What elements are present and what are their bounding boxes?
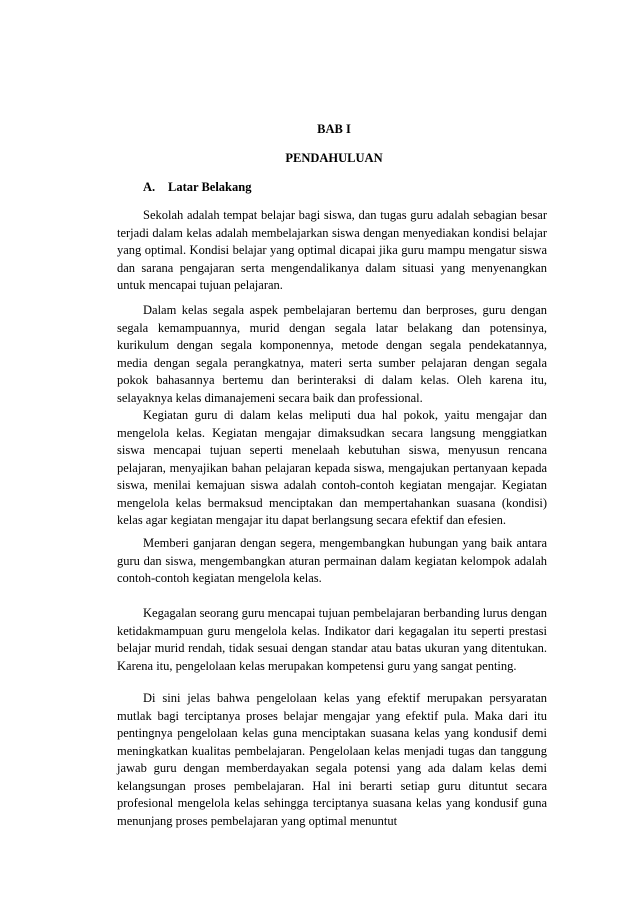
chapter-title: PENDAHULUAN (285, 151, 383, 165)
chapter-number: BAB I (317, 122, 351, 136)
paragraph-4: Memberi ganjaran dengan segera, mengembangkan hubungan yang baik antara guru dan siswa, mengembangkan aturan permainan dalam kegiatan kelompok adalah contoh-contoh kegiatan mengelola kelas. (117, 536, 547, 585)
paragraph-2: Dalam kelas segala aspek pembelajaran bertemu dan berproses, guru dengan segala kemampuannya, murid dengan segala latar belakang dan potensinya, kurikulum dengan segala komponennya, metode dengan segala pendekatannya, media dengan segala perangkatnya, materi serta sumber pelajaran dengan segala pokok bahasannya bertemu dan berinteraksi di dalam kelas. Oleh karena itu, selayaknya kelas dimanajemeni secara baik dan professional. (117, 303, 547, 405)
paragraph-1: Sekolah adalah tempat belajar bagi siswa, dan tugas guru adalah sebagian besar terjadi dalam kelas adalah membelajarkan siswa dengan menyediakan kondisi belajar yang optimal. Kondisi belajar yang optimal dicapai jika guru mampu mengatur siswa dan sarana pengajaran serta mengendalikanya dalam situasi yang menyenangkan untuk mencapai tujuan pelajaran. (117, 208, 547, 292)
paragraph-3: Kegiatan guru di dalam kelas meliputi dua hal pokok, yaitu mengajar dan mengelola kelas. Kegiatan mengajar dimaksudkan secara langsung menggiatkan siswa mencapai tujuan seperti menelaah kebutuhan siswa, menyusun rencana pelajaran, menyajikan bahan pelajaran kepada siswa, mengajukan pertanyaan kepada siswa, menilai kemajuan siswa adalah contoh-contoh kegiatan mengajar. Kegiatan mengelola kelas bermaksud menciptakan dan mempertahankan suasana (kondisi) kelas agar kegiatan mengajar itu dapat berlangsung secara efektif dan efesien. (117, 408, 547, 527)
section-number: A. (143, 180, 156, 194)
section-heading (143, 179, 251, 195)
paragraph-5: Kegagalan seorang guru mencapai tujuan pembelajaran berbanding lurus dengan ketidakmampuan guru mengelola kelas. Indikator dari kegagalan itu seperti prestasi belajar murid rendah, tidak sesuai dengan standar atau batas ukuran yang ditentukan. Karena itu, pengelolaan kelas merupakan kompetensi guru yang sangat penting. (117, 606, 548, 673)
section-title: Latar Belakang (168, 180, 252, 194)
paragraph-6: Di sini jelas bahwa pengelolaan kelas yang efektif merupakan persyaratan mutlak bagi terciptanya proses belajar mengajar yang efektif pula. Maka dari itu pentingnya pengelolaan kelas guna menciptakan suasana kelas yang kondusif demi meningkatkan kualitas pembelajaran. Pengelolaan kelas menjadi tugas dan tanggung jawab guru dengan memberdayakan segala potensi yang ada dalam kelas demi kelangsungan proses pembelajaran. Hal ini berarti setiap guru dituntut secara profesional mengelola kelas sehingga terciptanya suasana kelas yang kondusif guna menunjang proses pembelajaran yang optimal menuntut (117, 691, 547, 828)
